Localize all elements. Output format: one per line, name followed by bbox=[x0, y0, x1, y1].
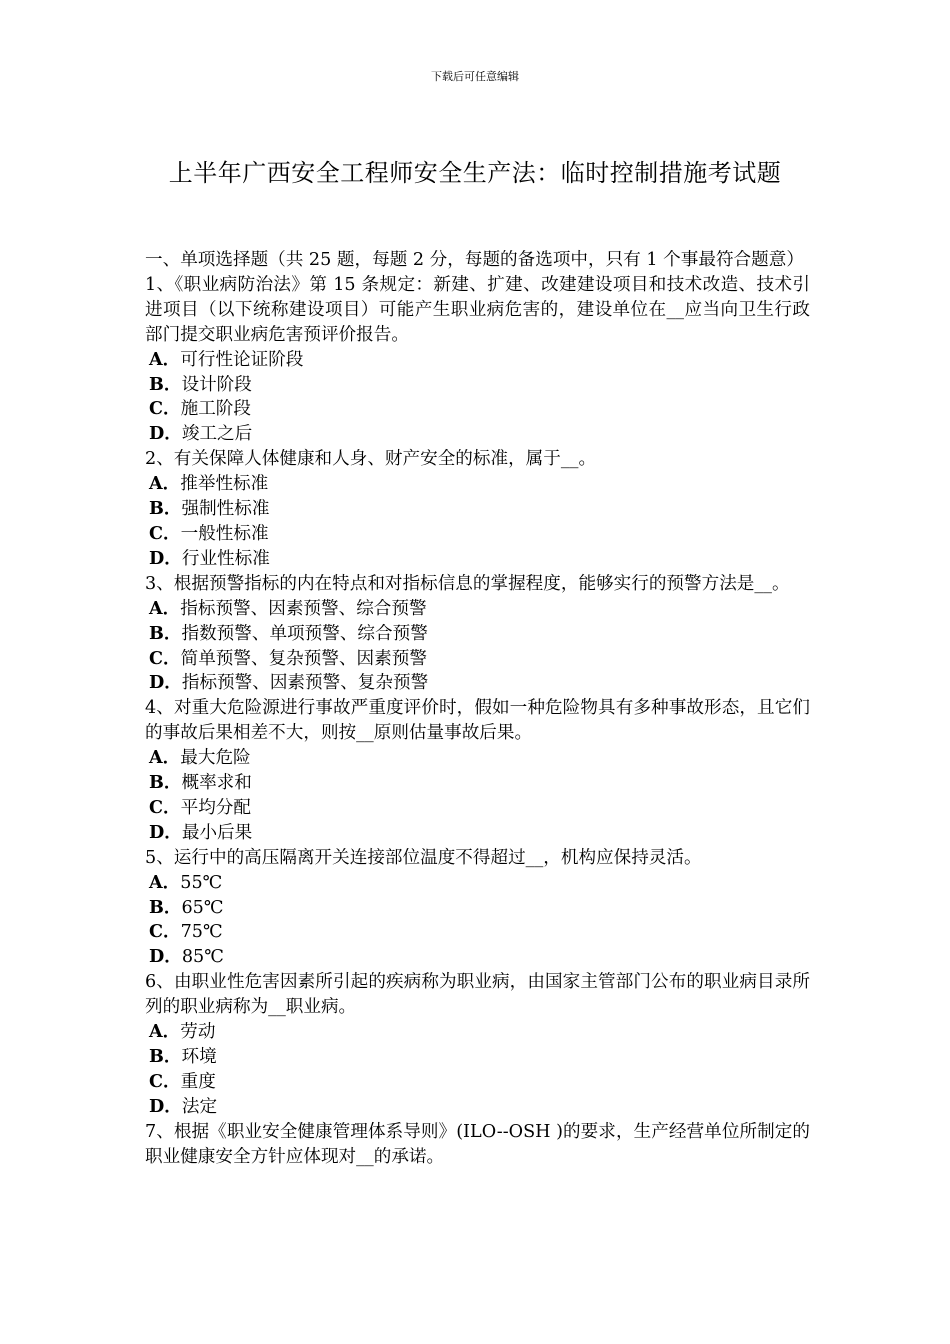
option-text: 设计阶段 bbox=[181, 374, 252, 395]
option-text: 55℃ bbox=[180, 872, 223, 893]
option-text: 最大危险 bbox=[180, 748, 251, 769]
option-label: C． bbox=[149, 522, 181, 544]
option-label: A． bbox=[149, 473, 181, 495]
option-label: D． bbox=[149, 946, 182, 968]
option-label: B． bbox=[149, 896, 182, 918]
option-label: C． bbox=[149, 796, 181, 818]
option-text: 85℃ bbox=[181, 947, 224, 968]
question-text: 5、运行中的高压隔离开关连接部位温度不得超过__，机构应保持灵活。 bbox=[145, 847, 702, 868]
section-heading: 一、单项选择题（共 25 题，每题 2 分，每题的备选项中，只有 1 个事最符合题意） bbox=[145, 250, 804, 270]
answer-option bbox=[145, 746, 810, 771]
question-text: 3、根据预警指标的内在特点和对指标信息的掌握程度，能够实行的预警方法是__。 bbox=[145, 573, 790, 594]
question-text: 4、对重大危险源进行事故严重度评价时，假如一种危险物具有多种事故形态，且它们的事故后果相差不大，则按__原则估量事故后果。 bbox=[145, 698, 810, 744]
option-text: 劳动 bbox=[180, 1022, 216, 1043]
answer-option bbox=[145, 397, 810, 422]
option-text: 可行性论证阶段 bbox=[180, 349, 304, 370]
option-text: 65℃ bbox=[181, 897, 224, 918]
option-text: 指数预警、单项预警、综合预警 bbox=[181, 623, 428, 644]
option-text: 一般性标准 bbox=[180, 523, 269, 544]
option-text: 强制性标准 bbox=[181, 499, 270, 520]
option-label: A． bbox=[149, 348, 181, 370]
question-5 bbox=[145, 846, 810, 971]
answer-option bbox=[145, 771, 810, 796]
answer-option bbox=[145, 671, 810, 696]
question-list bbox=[145, 273, 810, 1170]
option-label: D． bbox=[149, 1095, 182, 1117]
option-text: 指标预警、因素预警、综合预警 bbox=[180, 598, 427, 619]
option-text: 75℃ bbox=[180, 922, 223, 943]
option-text: 指标预警、因素预警、复杂预警 bbox=[181, 673, 429, 694]
question-7 bbox=[145, 1120, 810, 1170]
option-label: D． bbox=[149, 672, 182, 694]
option-text: 环境 bbox=[181, 1047, 217, 1067]
option-text: 推举性标准 bbox=[180, 474, 269, 495]
option-label: A． bbox=[149, 747, 181, 769]
question-2 bbox=[145, 447, 810, 572]
option-text: 概率求和 bbox=[181, 773, 252, 794]
page-header: 下载后可任意编辑 bbox=[431, 70, 519, 83]
answer-option bbox=[145, 871, 810, 896]
question-text: 1、《职业病防治法》第 15 条规定：新建、扩建、改建建设项目和技术改造、技术引进项目（以下统称建设项目）可能产生职业病危害的，建设单位在__应当向卫生行政部门提交职业病危害预评价报告。 bbox=[145, 274, 810, 345]
option-label: C． bbox=[149, 921, 181, 943]
option-label: D． bbox=[149, 423, 182, 445]
question-4 bbox=[145, 696, 810, 845]
option-label: B． bbox=[149, 772, 182, 794]
question-text: 6、由职业性危害因素所引起的疾病称为职业病，由国家主管部门公布的职业病目录所列的职业病称为__职业病。 bbox=[145, 972, 810, 1018]
option-label: C． bbox=[149, 1070, 181, 1092]
answer-option bbox=[145, 547, 810, 572]
document-title: 上半年广西安全工程师安全生产法：临时控制措施考试题 bbox=[168, 159, 782, 187]
question-text: 2、有关保障人体健康和人身、财产安全的标准，属于__。 bbox=[145, 449, 597, 470]
option-text: 最小后果 bbox=[181, 822, 253, 843]
answer-option bbox=[145, 497, 810, 522]
document-body bbox=[145, 248, 810, 1170]
option-label: B． bbox=[149, 622, 182, 644]
question-3 bbox=[145, 572, 810, 697]
answer-option bbox=[145, 1045, 810, 1070]
answer-option bbox=[145, 422, 810, 447]
answer-option bbox=[145, 348, 810, 373]
option-text: 施工阶段 bbox=[180, 399, 251, 420]
answer-option bbox=[145, 522, 810, 547]
answer-option bbox=[145, 920, 810, 945]
question-1 bbox=[145, 273, 810, 447]
answer-option bbox=[145, 597, 810, 622]
option-text: 重度 bbox=[180, 1071, 216, 1092]
option-label: D． bbox=[149, 547, 182, 569]
option-label: C． bbox=[149, 647, 181, 669]
answer-option bbox=[145, 796, 810, 821]
answer-option bbox=[145, 1070, 810, 1095]
answer-option bbox=[145, 622, 810, 647]
option-label: A． bbox=[149, 871, 181, 893]
option-label: D． bbox=[149, 821, 182, 843]
answer-option bbox=[145, 1095, 810, 1120]
option-label: A． bbox=[149, 1021, 181, 1043]
option-text: 平均分配 bbox=[180, 797, 251, 818]
answer-option bbox=[145, 1020, 810, 1045]
option-label: C． bbox=[149, 398, 181, 420]
answer-option bbox=[145, 945, 810, 970]
option-label: B． bbox=[149, 1046, 182, 1067]
question-text: 7、根据《职业安全健康管理体系导则》(ILO--OSH )的要求，生产经营单位所制定的职业健康安全方针应体现对__的承诺。 bbox=[145, 1121, 810, 1167]
option-text: 法定 bbox=[181, 1096, 218, 1117]
question-6 bbox=[145, 970, 810, 1119]
answer-option bbox=[145, 821, 810, 846]
answer-option bbox=[145, 896, 810, 921]
option-text: 竣工之后 bbox=[181, 424, 253, 445]
answer-option bbox=[145, 472, 810, 497]
option-label: B． bbox=[149, 498, 182, 520]
option-label: B． bbox=[149, 373, 182, 395]
option-text: 简单预警、复杂预警、因素预警 bbox=[180, 648, 427, 669]
answer-option bbox=[145, 373, 810, 398]
option-text: 行业性标准 bbox=[181, 548, 270, 569]
answer-option bbox=[145, 647, 810, 672]
option-label: A． bbox=[149, 597, 181, 619]
